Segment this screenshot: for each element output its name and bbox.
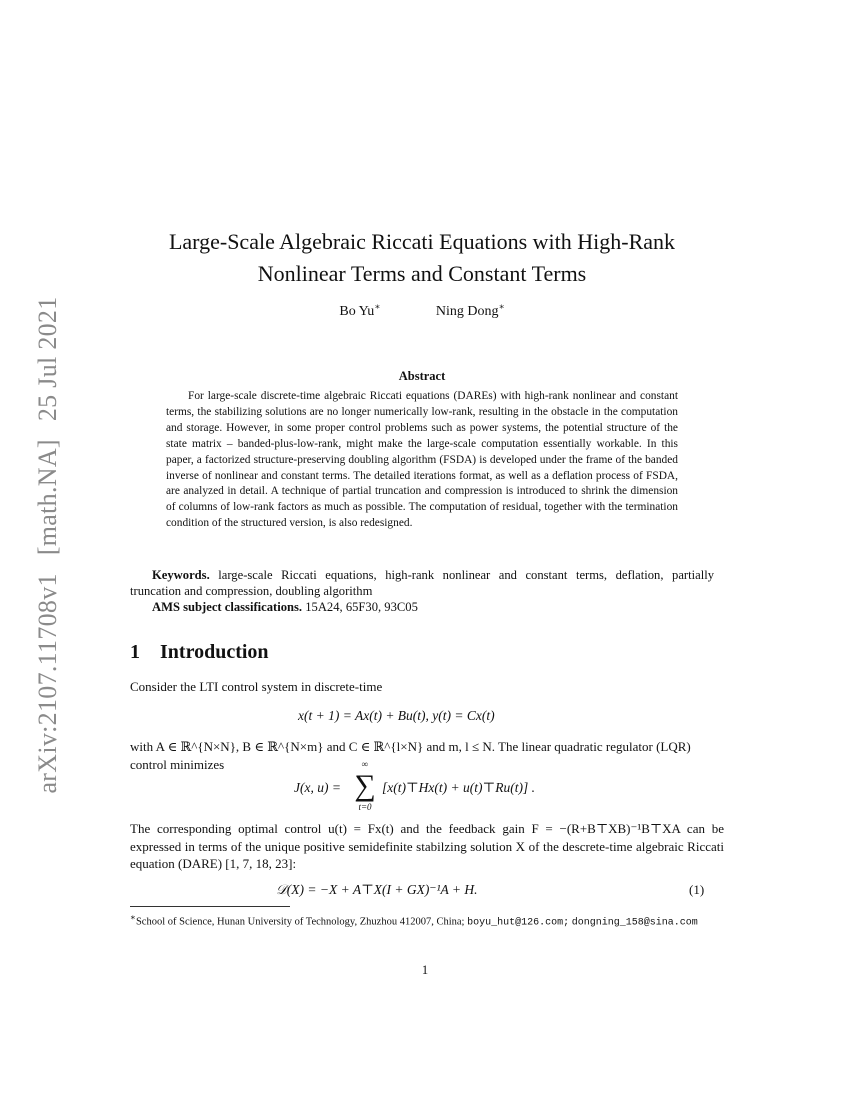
- author-2: [435, 301, 505, 319]
- paper-title: [130, 226, 714, 290]
- ams-classifications: [152, 600, 712, 615]
- title-line-1: Large-Scale Algebraic Riccati Equations with High-Rank: [168, 229, 676, 254]
- keywords-text: large-scale Riccati equations, high-rank nonlinear and constant terms, deflation, partially truncation and compression, doubling algorithm: [130, 568, 714, 598]
- cost-lhs: J(x, u) =: [294, 780, 341, 795]
- sum-upper-limit: ∞: [361, 759, 369, 769]
- title-line-2: Nonlinear Terms and Constant Terms: [257, 261, 587, 286]
- author-1-mark: ∗: [374, 301, 381, 311]
- author-list: [130, 301, 714, 320]
- arxiv-category: [math.NA]: [33, 439, 62, 556]
- author-1-name: Bo Yu: [339, 303, 375, 319]
- intro-paragraph-1: Consider the LTI control system in discrete-time: [130, 679, 383, 694]
- equation-number: (1): [689, 882, 705, 897]
- footnote-rule: [130, 906, 290, 907]
- intro-paragraph-3: The corresponding optimal control u(t) = Fx(t) and the feedback gain F = −(R+B⊤XB)⁻¹B⊤XA can be expressed in terms of the unique positive semidefinite stabilzing solution X of the descrete-time algebraic Riccati equation (DARE) [1, 7, 18, 23]:: [130, 821, 724, 871]
- intro-paragraph-2-line-1: with A ∈ ℝ^{N×N}, B ∈ ℝ^{N×m} and C ∈ ℝ^{l×N} and m, l ≤ N. The linear quadratic regulator (LQR): [130, 739, 691, 754]
- lti-system-equation: x(t + 1) = Ax(t) + Bu(t), y(t) = Cx(t): [298, 708, 495, 723]
- intro-paragraph-2-line-2: control minimizes: [130, 756, 225, 772]
- footnote: [130, 910, 714, 931]
- abstract-heading: Abstract: [398, 369, 446, 383]
- arxiv-date: 25 Jul 2021: [33, 296, 62, 422]
- summation-symbol: ∑: [354, 769, 376, 802]
- footnote-email-2[interactable]: dongning_158@sina.com: [571, 917, 698, 929]
- cost-functional-equation: [294, 759, 594, 818]
- ams-text: 15A24, 65F30, 93C05: [305, 600, 418, 614]
- footnote-text: School of Science, Hunan University of Technology, Zhuzhou 412007, China;: [135, 916, 465, 928]
- abstract-body: For large-scale discrete-time algebraic Riccati equations (DAREs) with high-rank nonlinear and constant terms, the stabilizing solutions are no longer numerically low-rank, resulting in the obstacle in the computation and storage. However, in some proper control problems such as power systems, the potential structure of the state matrix – banded-plus-low-rank, might make the large-scale computation essentially workable. In this paper, a factorized structure-preserving doubling algorithm (FSDA) is developed under the frame of the banded inverse of nonlinear and constant terms. The detailed iterations format, as well as a deflation process of FSDA, are analyzed in detail. A technique of partial truncation and compression is introduced to shrink the dimension of columns of low-rank factors as much as possible. The computation of residual, together with the termination condition of the structured version, is also redesigned.: [166, 390, 678, 530]
- section-heading: [130, 641, 269, 664]
- author-2-mark: ∗: [498, 301, 505, 311]
- keywords: [130, 568, 714, 599]
- keywords-label: Keywords.: [152, 568, 210, 582]
- page-number: 1: [421, 963, 429, 977]
- arxiv-id: arXiv:2107.11708v1: [33, 573, 62, 794]
- author-2-name: Ning Dong: [435, 303, 499, 319]
- ams-label: AMS subject classifications.: [152, 600, 303, 614]
- section-number: 1: [130, 641, 140, 663]
- author-1: [339, 301, 381, 319]
- sum-lower-limit: t=0: [358, 802, 372, 812]
- footnote-mark: ∗: [130, 912, 136, 922]
- footnote-email-1[interactable]: boyu_hut@126.com;: [467, 917, 570, 929]
- section-title: Introduction: [160, 641, 269, 663]
- cost-rhs: [x(t)⊤Hx(t) + u(t)⊤Ru(t)] .: [382, 780, 535, 795]
- arxiv-sidebar-stamp: [33, 287, 63, 802]
- dare-equation: 𝒟(X) = −X + A⊤X(I + GX)⁻¹A + H.: [276, 882, 478, 897]
